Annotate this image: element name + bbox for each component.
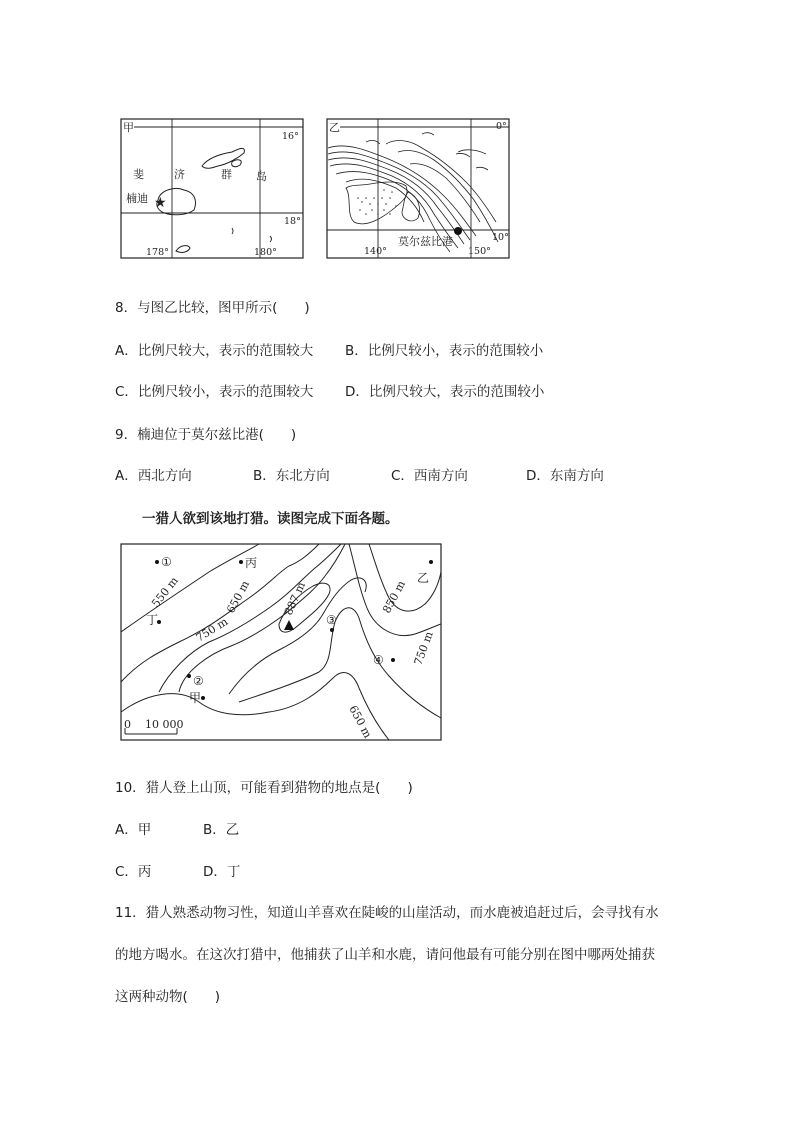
port-moresby-dot [454, 227, 462, 235]
lat-0-label: 0° [496, 121, 507, 132]
question-8-stem: 8．与图乙比较，图甲所示( ) [115, 300, 310, 316]
point-ding-label: 丁 [146, 613, 159, 627]
point-bing-label: 丙 [245, 556, 258, 570]
intro-text: 一猎人欲到该地打猎。读图完成下面各题。 [142, 511, 399, 527]
lat-10-label: 10° [492, 232, 509, 243]
point-jia-label: 甲 [189, 691, 202, 705]
q8-option-c[interactable]: C．比例尺较小，表示的范围较大 [115, 384, 314, 400]
lon-140-label: 140° [364, 246, 387, 257]
lon-150-label: 150° [468, 246, 491, 257]
point-yi-label: 乙 [417, 571, 430, 585]
map-jia-label: 甲 [123, 121, 134, 134]
summit-triangle [284, 620, 294, 630]
contour-label-750-left: 750 m [193, 615, 231, 645]
place-fei: 斐 [133, 168, 144, 181]
lon-178-label: 178° [146, 247, 169, 258]
place-dao: 岛 [256, 170, 267, 183]
island-small [232, 160, 242, 167]
contour-label-750-right: 750 m [411, 629, 436, 668]
contour-label-550: 550 m [149, 574, 181, 610]
port-moresby-label: 莫尔兹比港 [398, 235, 453, 248]
point-1-label: ① [161, 555, 172, 569]
q10-option-a[interactable]: A．甲 [115, 822, 152, 838]
question-10-stem: 10．猎人登上山顶，可能看到猎物的地点是( ) [115, 780, 413, 796]
contour-label-650-top: 650 m [224, 578, 253, 616]
q10-option-c[interactable]: C．丙 [115, 864, 152, 880]
contour-label-887: 887 m [281, 580, 308, 618]
place-qun: 群 [221, 168, 232, 181]
lat-18-label: 18° [284, 216, 301, 227]
island-south [176, 246, 190, 253]
point-2-label: ② [193, 674, 204, 688]
map-yi-label: 乙 [329, 121, 340, 134]
q8-option-d[interactable]: D．比例尺较大，表示的范围较小 [345, 384, 545, 400]
place-ji: 济 [174, 168, 185, 181]
q8-option-b[interactable]: B．比例尺较小，表示的范围较小 [345, 343, 544, 359]
q10-option-d[interactable]: D．丁 [203, 864, 241, 880]
star-icon: ★ [154, 195, 167, 211]
map-yi [326, 118, 512, 261]
question-9-stem: 9．楠迪位于莫尔兹比港( ) [115, 427, 297, 443]
q8-option-a[interactable]: A．比例尺较大，表示的范围较大 [115, 343, 314, 359]
question-11-line-3: 这两种动物( ) [115, 989, 221, 1005]
question-11-line-1: 11．猎人熟悉动物习性，知道山羊喜欢在陡峻的山崖活动，而水鹿被追赶过后，会寻找有水 [115, 905, 659, 921]
contour-label-650-bottom: 650 m [346, 703, 375, 741]
contour-map [119, 542, 445, 742]
q9-option-b[interactable]: B．东北方向 [253, 468, 330, 484]
scale-zero: 0 [124, 718, 131, 731]
map-jia [120, 118, 306, 261]
contour-label-850: 850 m [380, 578, 409, 616]
lon-180-label: 180° [254, 247, 277, 258]
city-nadi-label: 楠迪 [126, 192, 148, 205]
question-11-line-2: 的地方喝水。在这次打猎中，他捕获了山羊和水鹿，请问他最有可能分别在图中哪两处捕获 [115, 947, 655, 963]
point-4-label: ④ [373, 653, 384, 667]
q9-option-a[interactable]: A．西北方向 [115, 468, 192, 484]
island-vanua-levu [202, 148, 244, 168]
contour-right-850 [369, 544, 441, 611]
point-3-label: ③ [326, 613, 337, 627]
q10-option-b[interactable]: B．乙 [203, 822, 240, 838]
q9-option-d[interactable]: D．东南方向 [526, 468, 604, 484]
lat-16-label: 16° [282, 131, 299, 142]
scale-value: 10 000 [145, 718, 184, 731]
q9-option-c[interactable]: C．西南方向 [391, 468, 468, 484]
